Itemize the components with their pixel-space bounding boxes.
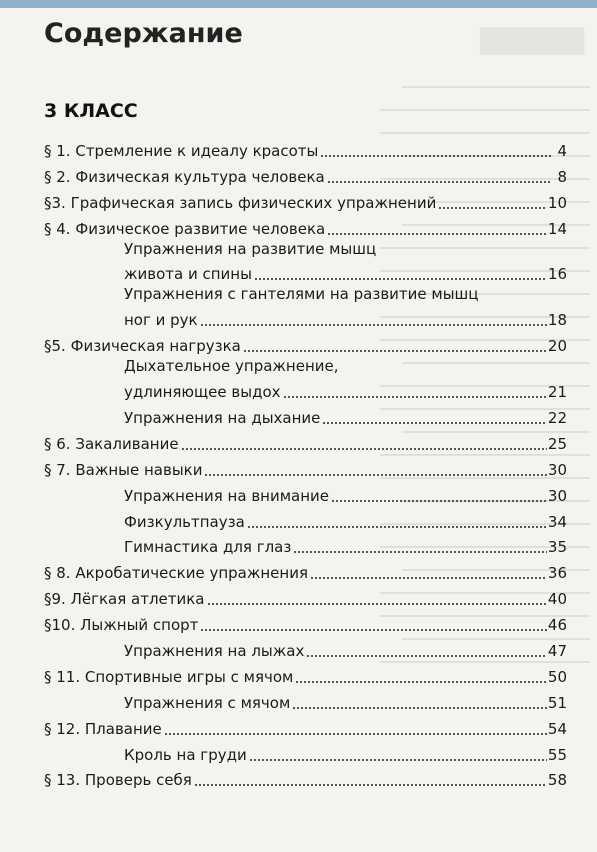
toc-entry[interactable] [0, 160, 567, 186]
dot-leader [306, 655, 547, 657]
ghost-text-line [402, 86, 590, 88]
toc-page-number: 46 [547, 616, 567, 635]
toc-entry[interactable] [0, 134, 567, 160]
toc-entry-title: §3. Графическая запись физических упражнений [44, 193, 437, 212]
dot-leader [194, 784, 547, 786]
toc-entry-heading[interactable] [0, 238, 567, 258]
top-color-band [0, 0, 597, 8]
dot-leader [204, 474, 546, 476]
toc-page-number: 47 [547, 642, 567, 661]
toc-page-number: 54 [547, 719, 567, 738]
toc-page-number: 10 [547, 193, 567, 212]
dot-leader [283, 396, 547, 398]
toc-entry-title: § 11. Спортивные игры с мячом [44, 667, 294, 686]
toc-page-number: 40 [547, 590, 567, 609]
toc-entry-title: §5. Физическая нагрузка [44, 337, 241, 356]
toc-entry[interactable] [0, 764, 567, 790]
toc-entry[interactable] [0, 401, 567, 427]
toc-entry-title: Упражнения на дыхание [124, 409, 321, 428]
toc-entry[interactable] [0, 453, 567, 479]
toc-entry-title: Кроль на груди [124, 745, 247, 764]
toc-entry-title: Упражнения с мячом [124, 693, 291, 712]
toc-page-number: 18 [547, 311, 567, 330]
toc-entry[interactable] [0, 186, 567, 212]
toc-entry[interactable] [0, 738, 567, 764]
toc-entry[interactable] [0, 634, 567, 660]
toc-page-number: 20 [547, 337, 567, 356]
dot-leader [327, 233, 547, 235]
ghost-heading-shape: ▇▇▇▇▇ [480, 24, 584, 55]
dot-leader [331, 500, 547, 502]
dot-leader [292, 707, 547, 709]
toc-entry-title: § 1. Стремление к идеалу красоты [44, 141, 319, 160]
toc-entry-title: живота и спины [124, 265, 252, 284]
toc-entry-title: § 13. Проверь себя [44, 771, 192, 790]
ghost-text-line [380, 109, 590, 111]
toc-entry[interactable] [0, 686, 567, 712]
toc-page-number: 30 [547, 460, 567, 479]
toc-page-number: 22 [547, 409, 567, 428]
toc-entry-title: Упражнения на развитие мышц [124, 239, 377, 258]
toc-page-number: 36 [547, 564, 567, 583]
dot-leader [310, 577, 547, 579]
grade-heading: 3 КЛАСС [44, 100, 138, 122]
dot-leader [293, 551, 547, 553]
dot-leader [438, 207, 547, 209]
toc-entry-title: Гимнастика для глаз [124, 538, 292, 557]
toc-entry-title: § 4. Физическое развитие человека [44, 219, 326, 238]
toc-page-number: 4 [557, 141, 567, 160]
toc-entry-title: Упражнения на лыжах [124, 642, 305, 661]
toc-page-number: 50 [547, 667, 567, 686]
toc-entry-heading[interactable] [0, 283, 567, 303]
toc-entry-title: Дыхательное упражнение, [124, 357, 339, 376]
toc-entry-title: §9. Лёгкая атлетика [44, 590, 205, 609]
toc-entry-title: ног и рук [124, 311, 198, 330]
toc-page-number: 55 [547, 745, 567, 764]
toc-page-number: 30 [547, 486, 567, 505]
dot-leader [322, 422, 547, 424]
dot-leader [249, 759, 547, 761]
dot-leader [320, 155, 552, 157]
table-of-contents [0, 134, 597, 789]
dot-leader [254, 278, 547, 280]
dot-leader [295, 681, 547, 683]
toc-entry[interactable] [0, 303, 567, 329]
dot-leader [243, 350, 547, 352]
toc-entry-title: § 6. Закаливание [44, 434, 179, 453]
toc-entry[interactable] [0, 660, 567, 686]
toc-entry[interactable] [0, 505, 567, 531]
toc-entry[interactable] [0, 712, 567, 738]
toc-page-number: 21 [547, 383, 567, 402]
toc-page-number: 25 [547, 434, 567, 453]
toc-entry[interactable] [0, 258, 567, 284]
toc-page-number: 34 [547, 512, 567, 531]
toc-entry-title: Упражнения на внимание [124, 486, 330, 505]
toc-entry[interactable] [0, 608, 567, 634]
toc-entry-title: § 12. Плавание [44, 719, 162, 738]
dot-leader [207, 603, 547, 605]
toc-page-number: 16 [547, 265, 567, 284]
toc-page-number: 8 [557, 167, 567, 186]
toc-entry[interactable] [0, 212, 567, 238]
toc-entry[interactable] [0, 375, 567, 401]
toc-entry-title: § 2. Физическая культура человека [44, 167, 325, 186]
toc-entry-title: §10. Лыжный спорт [44, 616, 199, 635]
dot-leader [200, 629, 546, 631]
toc-entry[interactable] [0, 329, 567, 355]
toc-page-number: 58 [547, 771, 567, 790]
toc-entry[interactable] [0, 556, 567, 582]
dot-leader [200, 324, 547, 326]
dot-leader [327, 181, 552, 183]
toc-entry[interactable] [0, 479, 567, 505]
toc-entry-title: § 8. Акробатические упражнения [44, 564, 308, 583]
page-title: Содержание [44, 18, 243, 49]
toc-page-number: 51 [547, 693, 567, 712]
toc-entry-title: Физкультпауза [124, 512, 245, 531]
dot-leader [247, 526, 547, 528]
toc-entry-title: § 7. Важные навыки [44, 460, 203, 479]
toc-entry[interactable] [0, 582, 567, 608]
toc-entry-title: удлиняющее выдох [124, 383, 281, 402]
toc-entry[interactable] [0, 531, 567, 557]
dot-leader [164, 733, 547, 735]
toc-entry-title: Упражнения с гантелями на развитие мышц [124, 285, 479, 304]
dot-leader [181, 448, 547, 450]
toc-entry-heading[interactable] [0, 355, 567, 375]
toc-page-number: 35 [547, 538, 567, 557]
toc-entry[interactable] [0, 427, 567, 453]
toc-page-number: 14 [547, 219, 567, 238]
